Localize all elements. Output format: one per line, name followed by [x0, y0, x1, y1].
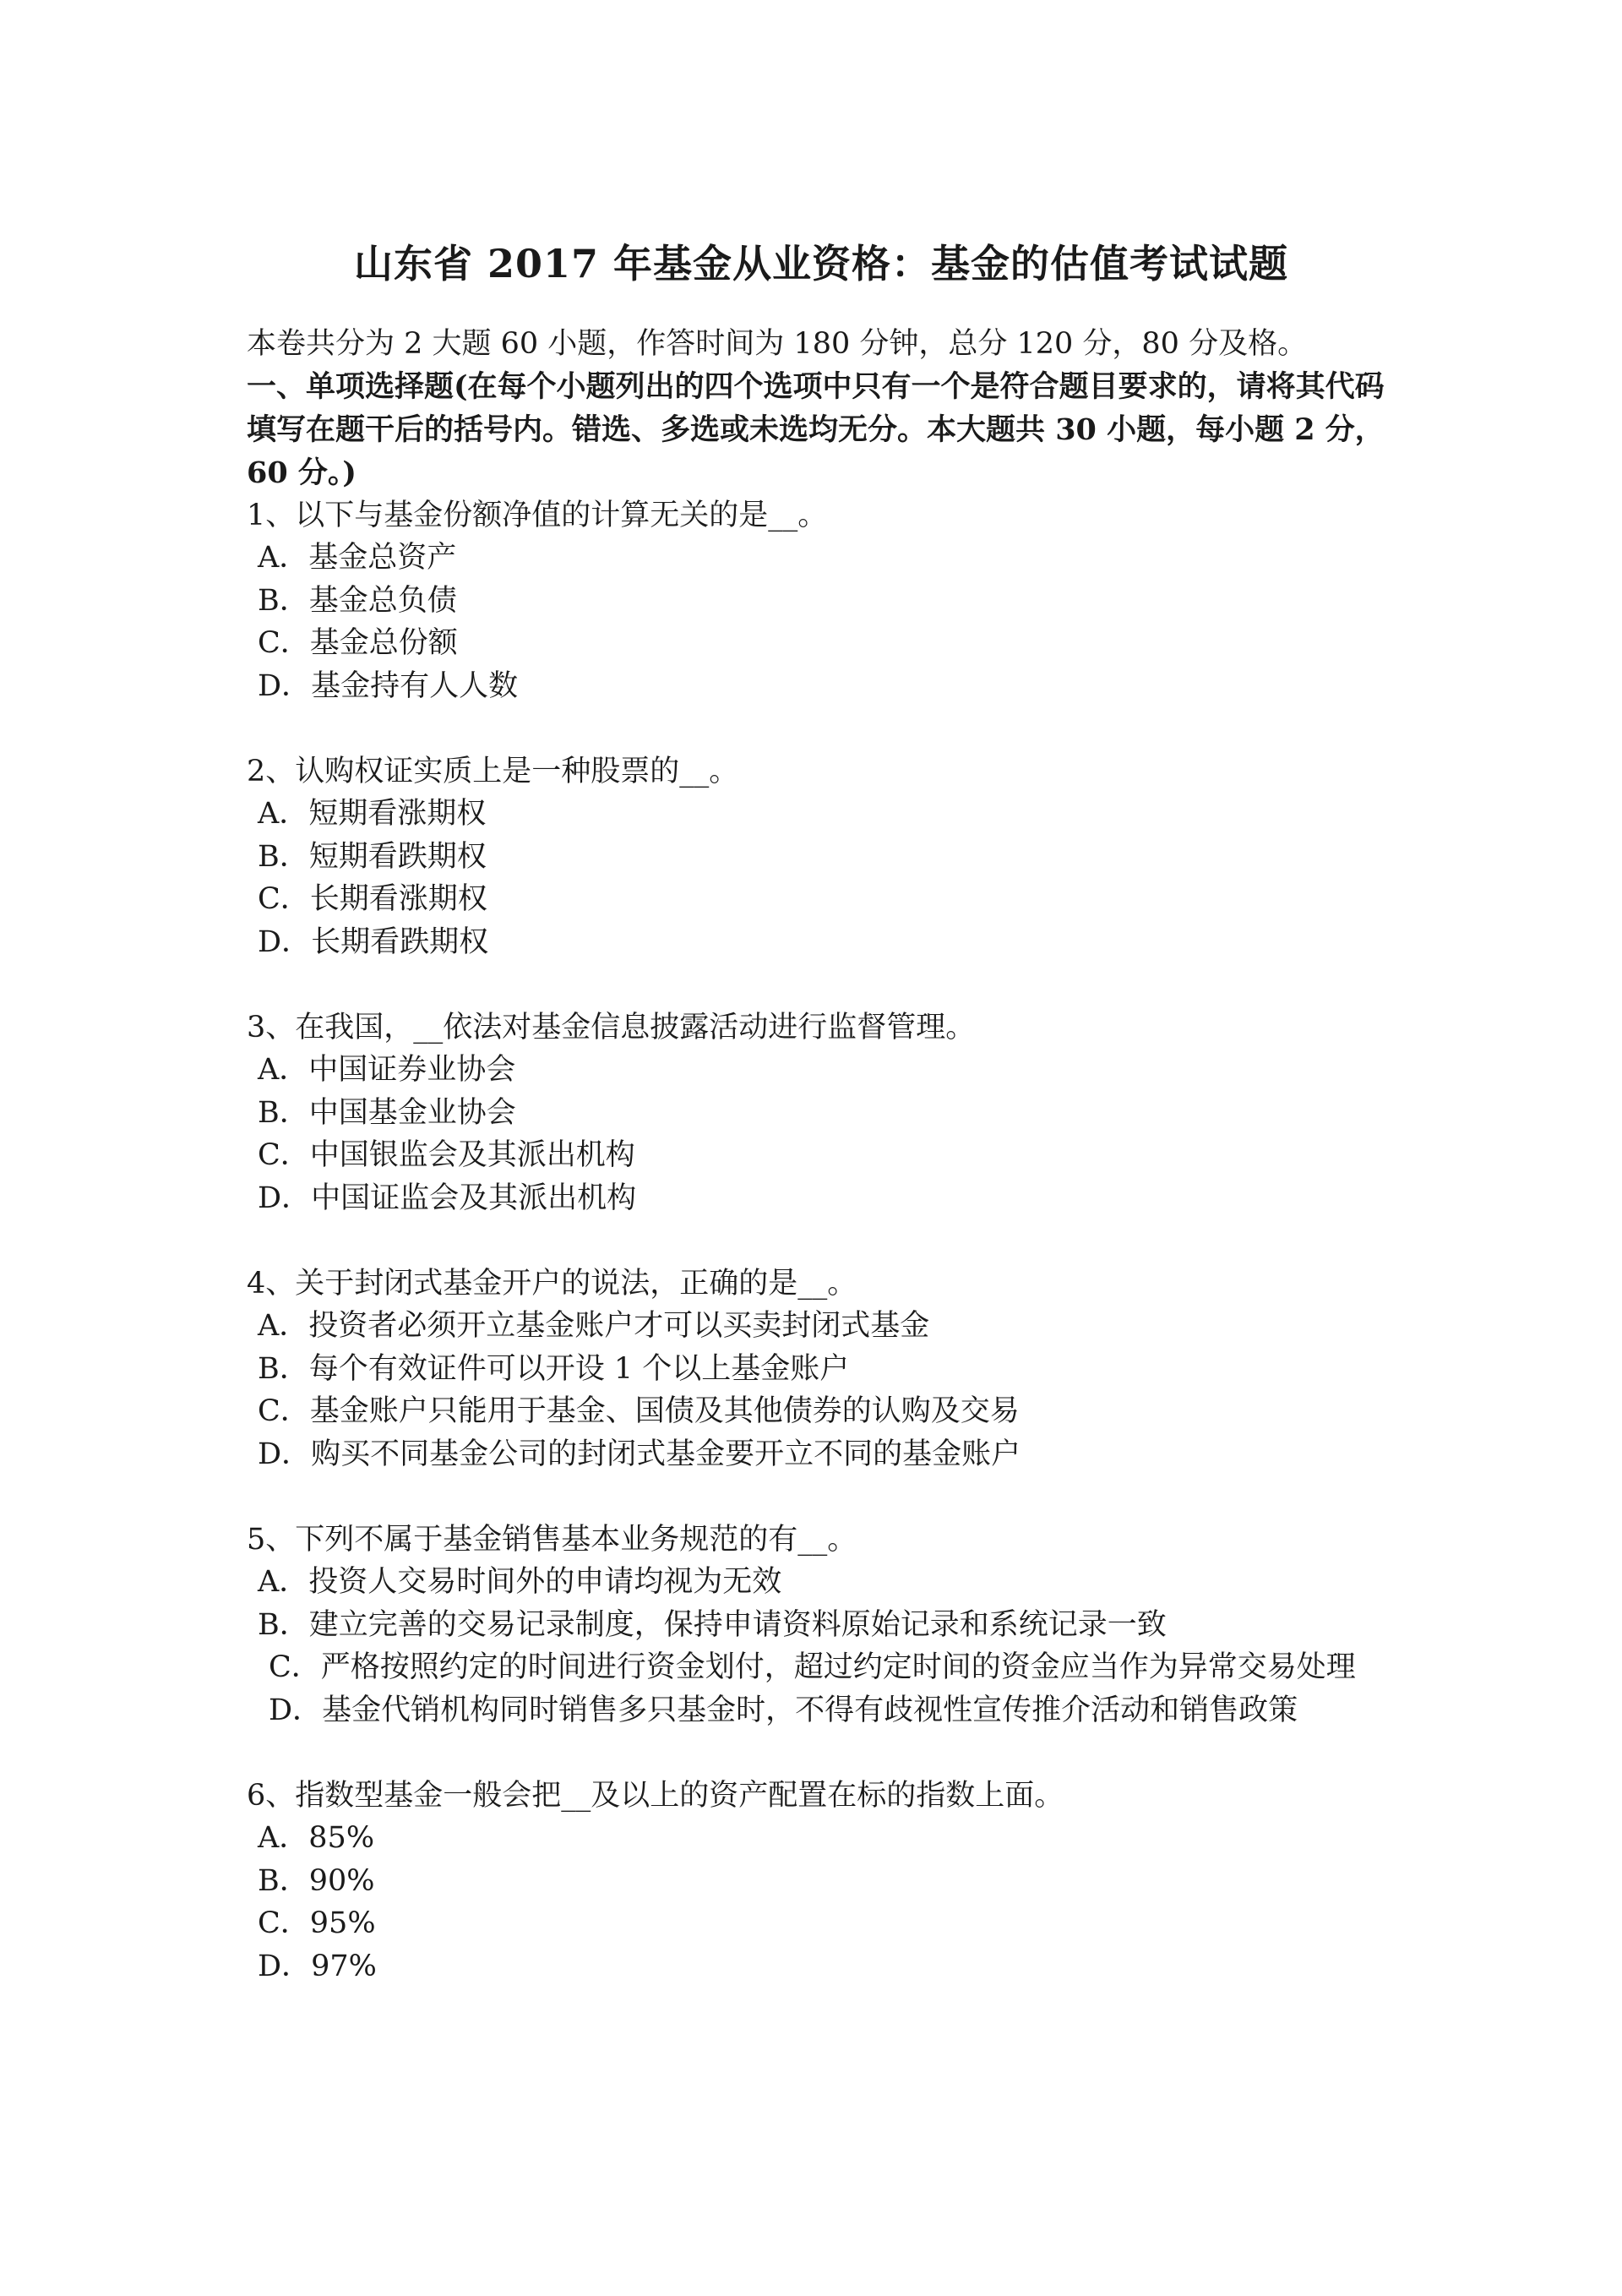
question-stem: 4、关于封闭式基金开户的说法，正确的是__。 — [247, 1267, 857, 1301]
option-letter: D． — [258, 1181, 312, 1215]
option-letter: B． — [258, 1863, 309, 1898]
option-text: 基金总负债 — [308, 583, 457, 618]
option-d — [247, 1177, 1396, 1220]
option-c — [247, 878, 1396, 921]
option-a — [247, 793, 1396, 836]
option-a — [247, 1049, 1396, 1092]
option-letter: D． — [258, 1949, 312, 1983]
option-letter: A． — [258, 541, 309, 575]
option-letter: C． — [258, 1138, 310, 1172]
option-text: 中国基金业协会 — [308, 1095, 516, 1130]
option-text: 建立完善的交易记录制度，保持申请资料原始记录和系统记录一致 — [308, 1607, 1167, 1642]
option-b — [247, 1092, 1396, 1135]
question-stem: 2、认购权证实质上是一种股票的__。 — [247, 755, 739, 788]
option-letter: B． — [258, 839, 309, 874]
option-d — [247, 921, 1396, 964]
option-c — [247, 1390, 1396, 1433]
option-letter: D． — [258, 924, 312, 959]
option-letter: D． — [258, 1437, 312, 1471]
option-text: 基金持有人人数 — [311, 668, 519, 703]
option-text: 每个有效证件可以开设 1 个以上基金账户 — [308, 1351, 850, 1386]
exam-intro: 本卷共分为 2 大题 60 小题，作答时间为 180 分钟，总分 120 分，80 分及格。 — [247, 327, 1308, 361]
option-text: 短期看跌期权 — [308, 839, 487, 874]
option-letter: B． — [258, 1351, 309, 1386]
question-1 — [247, 494, 1396, 707]
option-text: 中国证券业协会 — [308, 1053, 516, 1087]
option-letter: A． — [258, 1821, 309, 1855]
option-c — [247, 622, 1396, 665]
option-text: 中国证监会及其派出机构 — [311, 1181, 637, 1215]
option-letter: B． — [258, 1095, 309, 1130]
option-letter: B． — [258, 1607, 309, 1642]
option-c — [247, 1646, 1396, 1689]
option-text: 投资者必须开立基金账户才可以买卖封闭式基金 — [308, 1309, 930, 1343]
option-letter: A． — [258, 797, 309, 831]
section-heading: 一、单项选择题(在每个小题列出的四个选项中只有一个是符合题目要求的，请将其代码填写在题干后的括号内。错选、多选或未选均无分。本大题共 30 小题，每小题 2 分，60 分。) — [247, 369, 1385, 490]
option-letter: A． — [258, 1309, 309, 1343]
option-letter: C． — [258, 1394, 310, 1428]
option-c — [247, 1134, 1396, 1177]
option-letter: A． — [258, 1565, 309, 1599]
option-b — [247, 836, 1396, 879]
option-text: 基金总份额 — [309, 626, 458, 660]
question-3 — [247, 1006, 1396, 1219]
option-text: 长期看跌期权 — [311, 924, 489, 959]
question-6 — [247, 1775, 1396, 1988]
option-c — [247, 1902, 1396, 1945]
option-text: 90% — [308, 1863, 375, 1898]
option-text: 基金总资产 — [308, 541, 457, 575]
option-a — [247, 1561, 1396, 1604]
option-b — [247, 580, 1396, 623]
option-a — [247, 1305, 1396, 1348]
option-a — [247, 537, 1396, 580]
option-d — [247, 1689, 1396, 1732]
question-stem: 1、以下与基金份额净值的计算无关的是__。 — [247, 499, 828, 532]
option-text: 长期看涨期权 — [309, 882, 487, 916]
option-letter: C． — [258, 1906, 310, 1940]
option-letter: B． — [258, 583, 309, 618]
option-text: 严格按照约定的时间进行资金划付，超过约定时间的资金应当作为异常交易处理 — [320, 1650, 1356, 1684]
option-letter: C． — [258, 626, 310, 660]
option-letter: C． — [258, 882, 310, 916]
option-a — [247, 1817, 1396, 1860]
document-content — [247, 238, 1396, 2031]
option-d — [247, 1945, 1396, 1988]
option-b — [247, 1604, 1396, 1647]
option-text: 购买不同基金公司的封闭式基金要开立不同的基金账户 — [311, 1437, 1021, 1471]
question-5 — [247, 1519, 1396, 1732]
option-text: 基金代销机构同时销售多只基金时，不得有歧视性宣传推介活动和销售政策 — [322, 1693, 1298, 1727]
option-b — [247, 1348, 1396, 1391]
option-b — [247, 1860, 1396, 1903]
option-text: 基金账户只能用于基金、国债及其他债券的认购及交易 — [309, 1394, 1020, 1428]
option-letter: C． — [269, 1650, 321, 1684]
option-text: 85% — [308, 1821, 375, 1855]
option-d — [247, 1433, 1396, 1476]
option-letter: A． — [258, 1053, 309, 1087]
option-text: 中国银监会及其派出机构 — [309, 1138, 635, 1172]
option-d — [247, 665, 1396, 708]
option-letter: D． — [258, 668, 312, 703]
question-stem: 6、指数型基金一般会把__及以上的资产配置在标的指数上面。 — [247, 1779, 1064, 1813]
question-stem: 5、下列不属于基金销售基本业务规范的有__。 — [247, 1523, 857, 1557]
option-text: 投资人交易时间外的申请均视为无效 — [308, 1565, 782, 1599]
question-stem: 3、在我国，__依法对基金信息披露活动进行监督管理。 — [247, 1011, 976, 1044]
option-text: 97% — [311, 1949, 377, 1983]
question-4 — [247, 1263, 1396, 1475]
option-text: 短期看涨期权 — [308, 797, 487, 831]
question-2 — [247, 750, 1396, 963]
option-letter: D． — [269, 1693, 323, 1727]
document-title: 山东省 2017 年基金从业资格：基金的估值考试试题 — [353, 241, 1289, 286]
option-text: 95% — [309, 1906, 376, 1940]
